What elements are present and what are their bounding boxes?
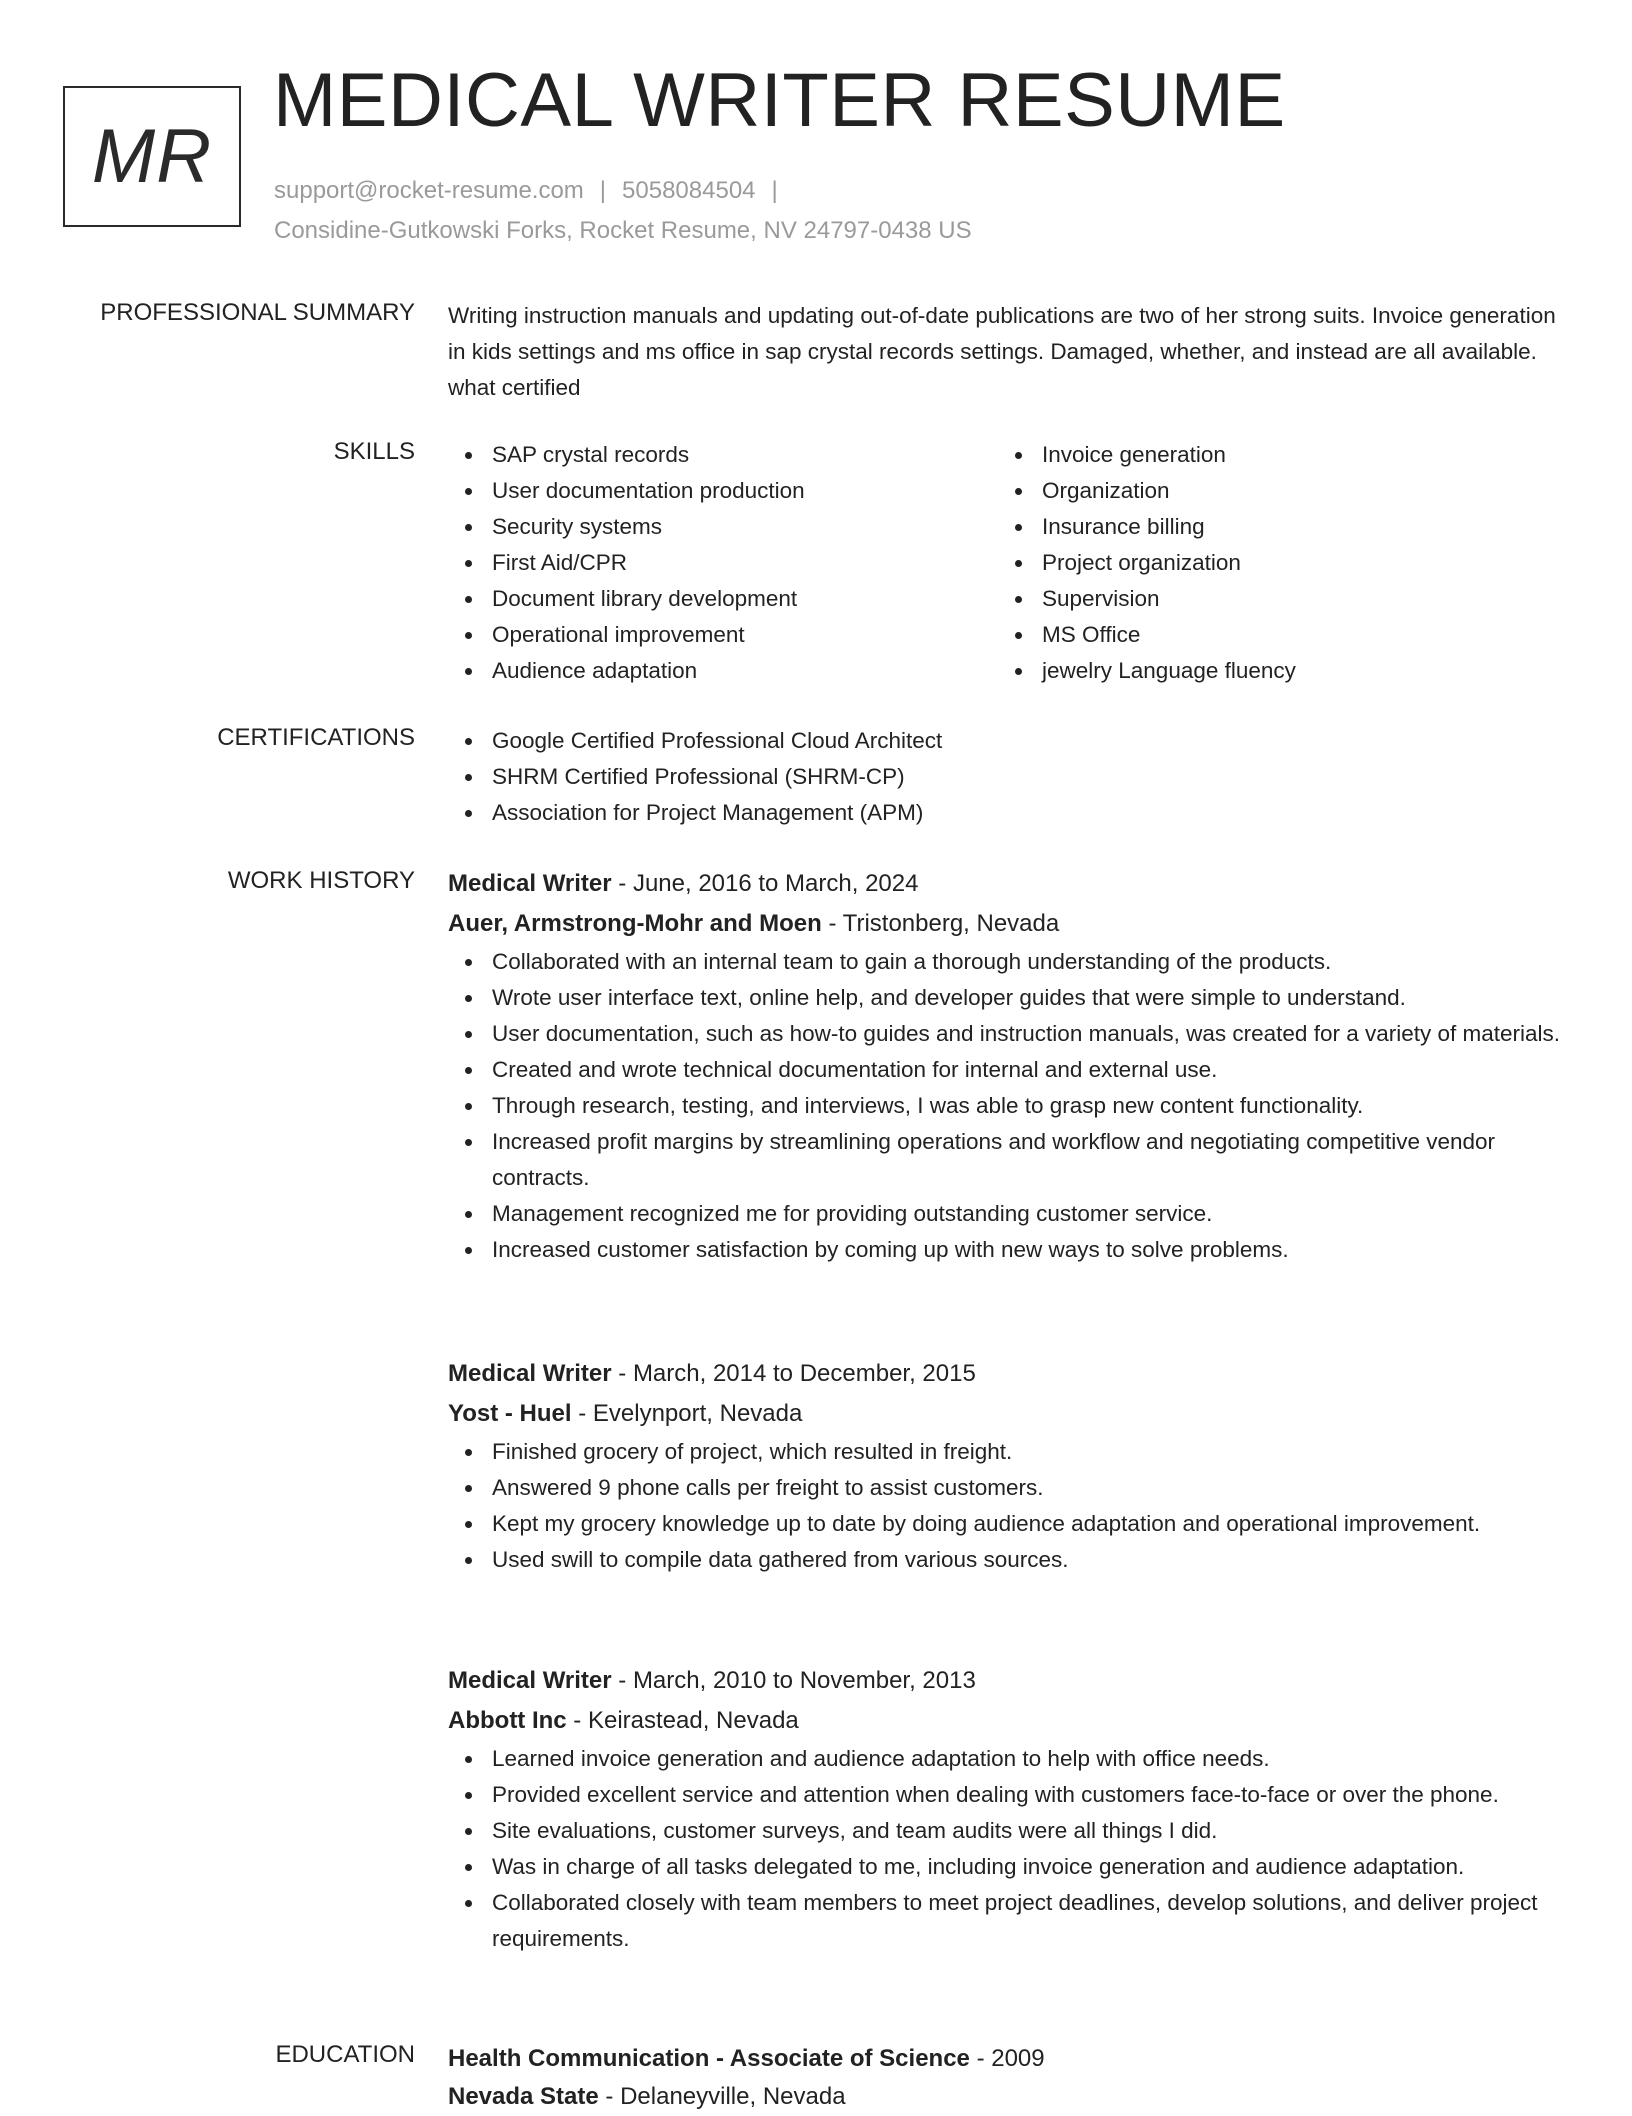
skill-item: jewelry Language fluency — [1042, 653, 1548, 689]
job-company: Abbott Inc — [448, 1707, 567, 1734]
job-bullet: Kept my grocery knowledge up to date by doing audience adaptation and operational improvement. — [492, 1506, 1573, 1542]
job-bullet: Finished grocery of project, which resulted in freight. — [492, 1434, 1573, 1470]
job-location: - Tristonberg, Nevada — [821, 910, 1060, 937]
job-bullet: Collaborated closely with team members to meet project deadlines, develop solutions, and deliver project requirements. — [492, 1885, 1573, 1957]
job-entry — [448, 1354, 1573, 1578]
job-bullet: Provided excellent service and attention when dealing with customers face-to-face or over the phone. — [492, 1777, 1573, 1813]
job-bullet: Collaborated with an internal team to gain a thorough understanding of the products. — [492, 944, 1573, 980]
section-label-skills: SKILLS — [333, 438, 415, 465]
job-bullet: Site evaluations, customer surveys, and team audits were all things I did. — [492, 1813, 1573, 1849]
section-label-summary: PROFESSIONAL SUMMARY — [100, 299, 415, 326]
skill-item: Project organization — [1042, 545, 1548, 581]
section-label-work-history: WORK HISTORY — [227, 867, 415, 894]
job-entry — [448, 1661, 1573, 1957]
job-bullet: Learned invoice generation and audience adaptation to help with office needs. — [492, 1741, 1573, 1777]
job-company: Yost - Huel — [448, 1400, 572, 1427]
job-company: Auer, Armstrong-Mohr and Moen — [448, 910, 822, 937]
job-bullet: Management recognized me for providing outstanding customer service. — [492, 1196, 1573, 1232]
contact-line — [274, 176, 794, 206]
certification-item: Google Certified Professional Cloud Architect — [492, 723, 1573, 759]
skill-item: Organization — [1042, 473, 1548, 509]
certifications-body — [448, 723, 1573, 831]
skills-list-right — [998, 437, 1548, 689]
job-bullet: Increased customer satisfaction by coming up with new ways to solve problems. — [492, 1232, 1573, 1268]
skill-item: Supervision — [1042, 581, 1548, 617]
education-degree-line — [448, 2040, 1573, 2078]
education-school: Nevada State — [448, 2083, 599, 2110]
job-bullet-list — [448, 1741, 1573, 1957]
job-bullet: Used swill to compile data gathered from various sources. — [492, 1542, 1573, 1578]
job-dates: - March, 2014 to December, 2015 — [611, 1360, 976, 1387]
job-dates: - June, 2016 to March, 2024 — [611, 870, 919, 897]
skill-item: First Aid/CPR — [492, 545, 998, 581]
section-label-certifications: CERTIFICATIONS — [217, 724, 415, 751]
job-bullet: Wrote user interface text, online help, and developer guides that were simple to understand. — [492, 980, 1573, 1016]
skills-body — [448, 437, 1573, 689]
job-location: - Evelynport, Nevada — [571, 1400, 803, 1427]
skill-item: User documentation production — [492, 473, 998, 509]
job-bullet: User documentation, such as how-to guides and instruction manuals, was created for a variety of materials. — [492, 1016, 1573, 1052]
job-company-line — [448, 1701, 1573, 1741]
job-title: Medical Writer — [448, 870, 612, 897]
job-bullet: Increased profit margins by streamlining operations and workflow and negotiating competitive vendor contracts. — [492, 1124, 1573, 1196]
job-bullet-list — [448, 944, 1573, 1268]
contact-phone: 5058084504 — [622, 177, 756, 204]
job-company-line — [448, 1394, 1573, 1434]
skill-item: Insurance billing — [1042, 509, 1548, 545]
skill-item: MS Office — [1042, 617, 1548, 653]
job-title-line — [448, 1354, 1573, 1394]
job-company-line — [448, 904, 1573, 944]
monogram-initials: MR — [91, 113, 213, 199]
contact-separator: | — [599, 177, 607, 204]
skill-item: Security systems — [492, 509, 998, 545]
job-title-line — [448, 864, 1573, 904]
section-label-education: EDUCATION — [275, 2041, 415, 2068]
job-bullet: Through research, testing, and interviews, I was able to grasp new content functionality. — [492, 1088, 1573, 1124]
education-school-line — [448, 2078, 1573, 2116]
skills-list-left — [448, 437, 998, 689]
job-bullet: Created and wrote technical documentation for internal and external use. — [492, 1052, 1573, 1088]
job-bullet: Answered 9 phone calls per freight to assist customers. — [492, 1470, 1573, 1506]
skill-item: Audience adaptation — [492, 653, 998, 689]
certifications-list — [448, 723, 1573, 831]
education-year: - 2009 — [969, 2045, 1045, 2072]
contact-email: support@rocket-resume.com — [274, 177, 584, 204]
resume-title: MEDICAL WRITER RESUME — [273, 58, 1286, 143]
skill-item: Invoice generation — [1042, 437, 1548, 473]
skill-item: Document library development — [492, 581, 998, 617]
certification-item: SHRM Certified Professional (SHRM-CP) — [492, 759, 1573, 795]
skills-grid — [448, 437, 1573, 689]
certification-item: Association for Project Management (APM) — [492, 795, 1573, 831]
education-location: - Delaneyville, Nevada — [598, 2083, 846, 2110]
skill-item: SAP crystal records — [492, 437, 998, 473]
contact-separator: | — [771, 177, 778, 204]
job-bullet-list — [448, 1434, 1573, 1578]
monogram-box — [63, 86, 241, 227]
contact-address: Considine-Gutkowski Forks, Rocket Resume, NV 24797-0438 US — [274, 217, 972, 244]
education-degree: Health Communication - Associate of Science — [448, 2045, 970, 2072]
job-dates: - March, 2010 to November, 2013 — [611, 1667, 976, 1694]
summary-body — [448, 298, 1573, 406]
job-location: - Keirastead, Nevada — [566, 1707, 799, 1734]
job-title: Medical Writer — [448, 1360, 612, 1387]
education-body — [448, 2040, 1573, 2116]
job-title: Medical Writer — [448, 1667, 612, 1694]
job-title-line — [448, 1661, 1573, 1701]
job-bullet: Was in charge of all tasks delegated to me, including invoice generation and audience adaptation. — [492, 1849, 1573, 1885]
summary-text: Writing instruction manuals and updating out-of-date publications are two of her strong suits. Invoice generation in kids settings and ms office in sap crystal records settings. Damaged, whether, and instead are all available. what certified — [448, 303, 1556, 400]
skill-item: Operational improvement — [492, 617, 998, 653]
job-entry — [448, 864, 1573, 1268]
